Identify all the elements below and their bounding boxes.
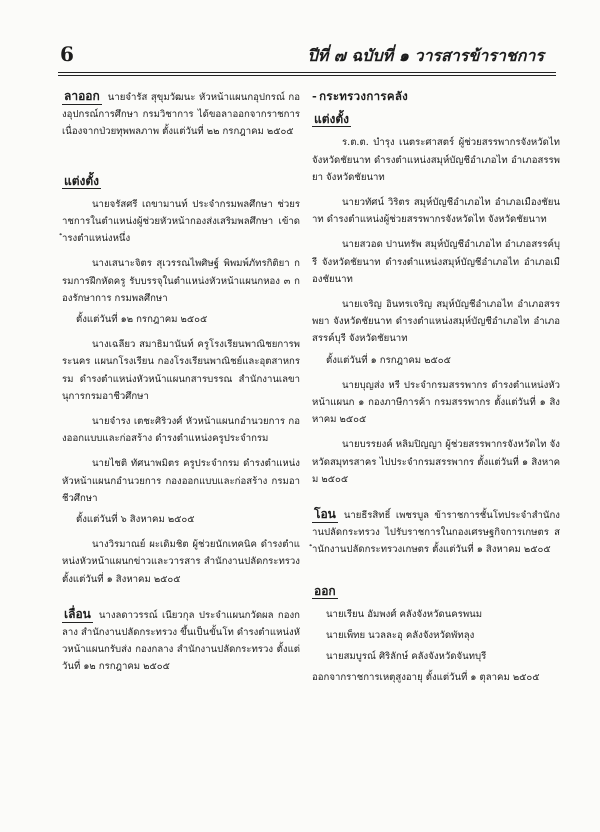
promotion-heading: เลื่อน	[64, 606, 91, 621]
appointment-paragraph-6: นางวิรมาณย์ ผะเดิมชิต ผู้ช่วยนักเทคนิค ดำรงตำแหน่งหัวหน้าแผนกข่าวและวารสาร สำนักงานปลัดกระทรวง ตั้งแต่วันที่ ๑ สิงหาคม ๒๕๐๕	[62, 539, 300, 585]
page-header	[0, 0, 600, 80]
promotion-paragraph	[62, 606, 300, 676]
resignation-heading: ลาออก	[64, 89, 100, 103]
header-rule-thin	[58, 75, 556, 76]
ministry-title-text: กระทรวงการคลัง	[319, 89, 409, 103]
name-list-item: นายเพ็ทย นวลละอุ คลังจังหวัดพัทลุง	[326, 630, 475, 642]
name-list-item: นายสมบูรณ์ ศิริลักษ์ คลังจังหวัดจันทบุรี	[326, 651, 487, 663]
right-column	[312, 88, 560, 695]
promotion-text: นางลดาวรรณ์ เนียวกุล ประจำแผนกวัดผล กองกลาง สำนักงานปลัดกระทรวง ขึ้นเป็นขั้นโท ดำรงตำแหน่งหัวหน้าแผนกรับส่ง กองกลาง สำนักงานปลัดกระทรวง ตั้งแต่วันที่ ๑๒ กรกฎาคม ๒๕๐๕	[62, 609, 300, 673]
appointment-paragraph-6: นายบรรยงค์ หลิมปิญญา ผู้ช่วยสรรพากรจังหวัดไท จังหวัดสมุทรสาคร ไปประจำกรมสรรพากร ตั้งแต่วันที่ ๑ สิงหาคม ๒๕๐๕	[312, 439, 560, 485]
appointment-heading	[62, 173, 300, 190]
left-column	[62, 88, 300, 684]
removal-heading	[312, 583, 560, 600]
transfer-text: นายธีรสิทธิ์ เพชรบูล ข้าราชการชั้นโทประจำสำนักงานปลัดกระทรวง ไปรับราชการในกองเศรษฐกิจการเกษตร สำนักงานปลัดกระทรวงเกษตร ตั้งแต่วันที่ ๑ สิงหาคม ๒๕๐๕	[312, 510, 560, 556]
removal-heading-text: ออก	[314, 583, 336, 598]
appointment-paragraph-5: นายบุญส่ง หรี ประจำกรมสรรพากร ดำรงตำแหน่งหัวหน้าแผนก ๑ กองภาษีการค้า กรมสรรพากร ตั้งแต่วันที่ ๑ สิงหาคม ๒๕๐๕	[312, 379, 560, 426]
appointment-paragraph-2: นางเสนาะจิตร สุเวรรณไพศิษฐ์ พิพมพ์ภัทรกิติยา กรมการฝึกหัดครู รับบรรจุในตำแหน่งหัวหน้าแผนกหอง ๓ กองรักษาการ กรมพลศึกษา	[62, 258, 300, 304]
appointment-paragraph-1: ร.ต.ต. บำรุง เนตระศาสตร์ ผู้ช่วยสรรพากรจังหวัดไท จังหวัดชัยนาท ดำรงตำแหน่งสมุห์บัญชีอำเภอไท อำเภอสรรพยา จังหวัดชัยนาท	[312, 137, 560, 183]
effective-date: ตั้งแต่วันที่ ๑ กรกฎาคม ๒๕๐๕	[326, 354, 451, 366]
transfer-paragraph	[312, 506, 560, 559]
appointment-paragraph-4: นายจำรง เตชะศิริวงศ์ หัวหน้าแผนกอำนวยการ กองออกแบบและก่อสร้าง ดำรงตำแหน่งครูประจำกรม	[62, 416, 300, 445]
page-number: 6	[60, 42, 74, 66]
appointment-paragraph-5: นายไชติ ทัศนาพมิตร ครูประจำกรม ดำรงตำแหน่งหัวหน้าแผนกอำนวยการ กองออกแบบและก่อสร้าง กรมอาชีวศึกษา	[62, 458, 300, 504]
name-list-item: นายเรียน อัมพงศ์ คลังจังหวัดนครพนม	[326, 608, 483, 620]
spacer	[312, 496, 560, 506]
spacer	[62, 149, 300, 167]
ministry-title	[312, 88, 560, 105]
effective-date: ตั้งแต่วันที่ ๑๒ กรกฎาคม ๒๕๐๕	[76, 314, 208, 326]
appointment-heading-text: แต่งตั้ง	[314, 112, 350, 127]
appointment-paragraph-3: นายสวอด ปานทรัพ สมุห์บัญชีอำเภอไท อำเภอสรรค์บุรี จังหวัดชัยนาท ดำรงตำแหน่งสมุห์บัญชีอำเภอไท อำเภอเมืองชัยนาท	[312, 239, 560, 285]
transfer-heading: โอน	[314, 507, 336, 522]
appointment-heading-text: แต่งตั้ง	[64, 173, 100, 188]
appointment-paragraph-4: นายเจริญ อินทรเจริญ สมุห์บัญชีอำเภอไท อำเภอสรรพยา จังหวัดชัยนาท ดำรงตำแหน่งสมุห์บัญชีอำเภอไท อำเภอสรรค์บุรี จังหวัดชัยนาท	[312, 299, 560, 345]
removal-reason: ออกจากราชการเหตุสูงอายุ ตั้งแต่วันที่ ๑ ตุลาคม ๒๕๐๕	[312, 672, 540, 684]
appointment-heading	[312, 111, 560, 128]
appointment-paragraph-3: นางเฉลียว สมาธิมานันท์ ครูโรงเรียนพาณิชยการพระนคร แผนกโรงเรียน กองโรงเรียนพาณิชย์และอุตสาหกรรม ดำรงตำแหน่งหัวหน้าแผนกสารบรรณ สำนักงานเลขานุการกรมอาชีวศึกษา	[62, 339, 300, 402]
effective-date: ตั้งแต่วันที่ ๖ สิงหาคม ๒๕๐๕	[76, 514, 195, 526]
spacer	[62, 596, 300, 606]
spacer	[312, 567, 560, 577]
running-head: ปีที่ ๗ ฉบับที่ ๑ วารสารข้าราชการ	[307, 46, 544, 65]
resignation-text: นายจำรัส สุขุมวัฒนะ หัวหน้าแผนกอุปกรณ์ กองอุปกรณ์การศึกษา กรมวิชาการ ได้ขอลาออกจากราชการเนื่องจากป่วยทุพพลภาพ ตั้งแต่วันที่ ๒๒ กรกฎาคม ๒๕๐๕	[62, 92, 300, 138]
appointment-paragraph-2: นายวทัศน์ วิริตร สมุห์บัญชีอำเภอไท อำเภอเมืองชัยนาท ดำรงตำแหน่งผู้ช่วยสรรพากรจังหวัดไท จังหวัดชัยนาท	[312, 197, 560, 226]
resignation-paragraph	[62, 88, 300, 141]
header-rule	[58, 72, 556, 73]
ministry-dash: -	[312, 89, 318, 103]
appointment-paragraph-1: นายจรัสศรี เถขามานท์ ประจำกรมพลศึกษา ช่วยราชการในตำแหน่งผู้ช่วยหัวหน้ากองส่งเสริมพลศึกษา เข้าดำรงตำแหน่งหนึ่ง	[62, 198, 300, 245]
